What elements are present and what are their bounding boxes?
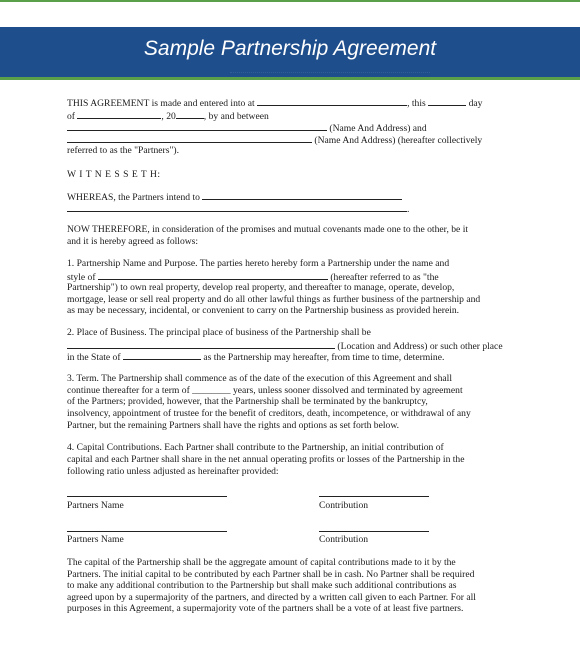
capital-line-3: to make any additional contribution to the Partnership but shall make such additional contributions as: [67, 580, 457, 591]
section3-line-2: continue thereafter for a term of ________ years, unless sooner dissolved and terminated by agreement: [67, 385, 463, 396]
contribution-line-1[interactable]: [319, 496, 429, 497]
intro-line-4: (Name And Address) (hereafter collectively: [67, 133, 482, 147]
section3-line-1: 3. Term. The Partnership shall commence as of the date of the execution of this Agreement and shall: [67, 373, 453, 384]
intro-line-2: of , 20 , by and between: [67, 111, 269, 122]
section1-line-2: style of (hereafter referred to as "the: [67, 272, 439, 283]
blank-year[interactable]: [176, 109, 204, 119]
capital-line-5: purposes in this Agreement, a supermajority vote of the partners shall be a vote of at least five partners.: [67, 603, 464, 614]
section3-line-3: of the Partners; provided, however, that the Partnership shall be terminated by the bankruptcy,: [67, 396, 428, 407]
contribution-label-2: Contribution: [319, 534, 369, 545]
blank-place[interactable]: [257, 96, 407, 106]
partner-name-label-2: Partners Name: [67, 534, 124, 545]
whereas-line-2: .: [67, 202, 409, 216]
blank-intent-cont[interactable]: [67, 202, 407, 212]
contribution-label-1: Contribution: [319, 500, 369, 511]
partner-name-label-1: Partners Name: [67, 500, 124, 511]
section4-line-1: 4. Capital Contributions. Each Partner shall contribute to the Partnership, an initial contribution of: [67, 442, 444, 453]
capital-line-4: agreed upon by a supermajority of the partners, and directed by a written call given to each Partner. For all: [67, 592, 476, 603]
blank-partnership-name[interactable]: [98, 270, 328, 280]
partner-name-line-1[interactable]: [67, 496, 227, 497]
blank-intent[interactable]: [202, 190, 402, 200]
section4-line-3: following ratio unless adjusted as hereinafter provided:: [67, 466, 279, 477]
section2-line-1: 2. Place of Business. The principal place of business of the Partnership shall be: [67, 327, 371, 338]
now-line-1: NOW THEREFORE, in consideration of the promises and mutual covenants made one to the other, be it: [67, 224, 469, 235]
intro-line-1: THIS AGREEMENT is made and entered into at , this day: [67, 98, 483, 109]
blank-month[interactable]: [77, 109, 161, 119]
witnesseth-heading: W I T N E S S E T H:: [67, 169, 161, 180]
partner-name-line-2[interactable]: [67, 531, 227, 532]
section1-line-3: Partnership") to own real property, develop real property, and thereafter to manage, operate, develop,: [67, 282, 455, 293]
section2-line-2: (Location and Address) or such other place: [67, 339, 503, 353]
section1-line-1: 1. Partnership Name and Purpose. The parties hereto hereby form a Partnership under the name and: [67, 258, 450, 269]
section3-line-4: insolvency, appointment of trustee for the benefit of creditors, death, incompetence, or withdrawal of any: [67, 408, 471, 419]
whereas-line-1: WHEREAS, the Partners intend to: [67, 190, 402, 204]
section4-line-2: capital and each Partner shall share in the net annual operating profits or losses of the Partnership in the: [67, 454, 465, 465]
section1-line-5: as may be necessary, incidental, or convenient to carry on the Partnership business as provided herein.: [67, 305, 460, 316]
blank-day[interactable]: [428, 96, 466, 106]
blank-partner-2[interactable]: [67, 133, 312, 143]
section1-line-4: mortgage, lease or sell real property and do all other lawful things as further business of the partnership and: [67, 294, 481, 305]
blank-state[interactable]: [123, 350, 201, 360]
document-title: Sample Partnership Agreement: [143, 37, 437, 60]
intro-line-5: referred to as the "Partners").: [67, 145, 179, 156]
capital-line-2: Partners. The initial capital to be contributed by each Partner shall be in cash. No Partner shall be required: [67, 569, 475, 580]
capital-line-1: The capital of the Partnership shall be the aggregate amount of capital contributions made to it by the: [67, 557, 456, 568]
blank-location[interactable]: [67, 339, 335, 349]
blank-partner-1[interactable]: [67, 121, 327, 131]
section3-line-5: Partner, but the remaining Partners shall have the rights and options as set forth below.: [67, 420, 400, 431]
intro-line-3: (Name And Address) and: [67, 121, 427, 135]
now-line-2: and it is hereby agreed as follows:: [67, 236, 199, 247]
contribution-line-2[interactable]: [319, 531, 429, 532]
section2-line-3: in the State of as the Partnership may hereafter, from time to time, determine.: [67, 352, 445, 363]
